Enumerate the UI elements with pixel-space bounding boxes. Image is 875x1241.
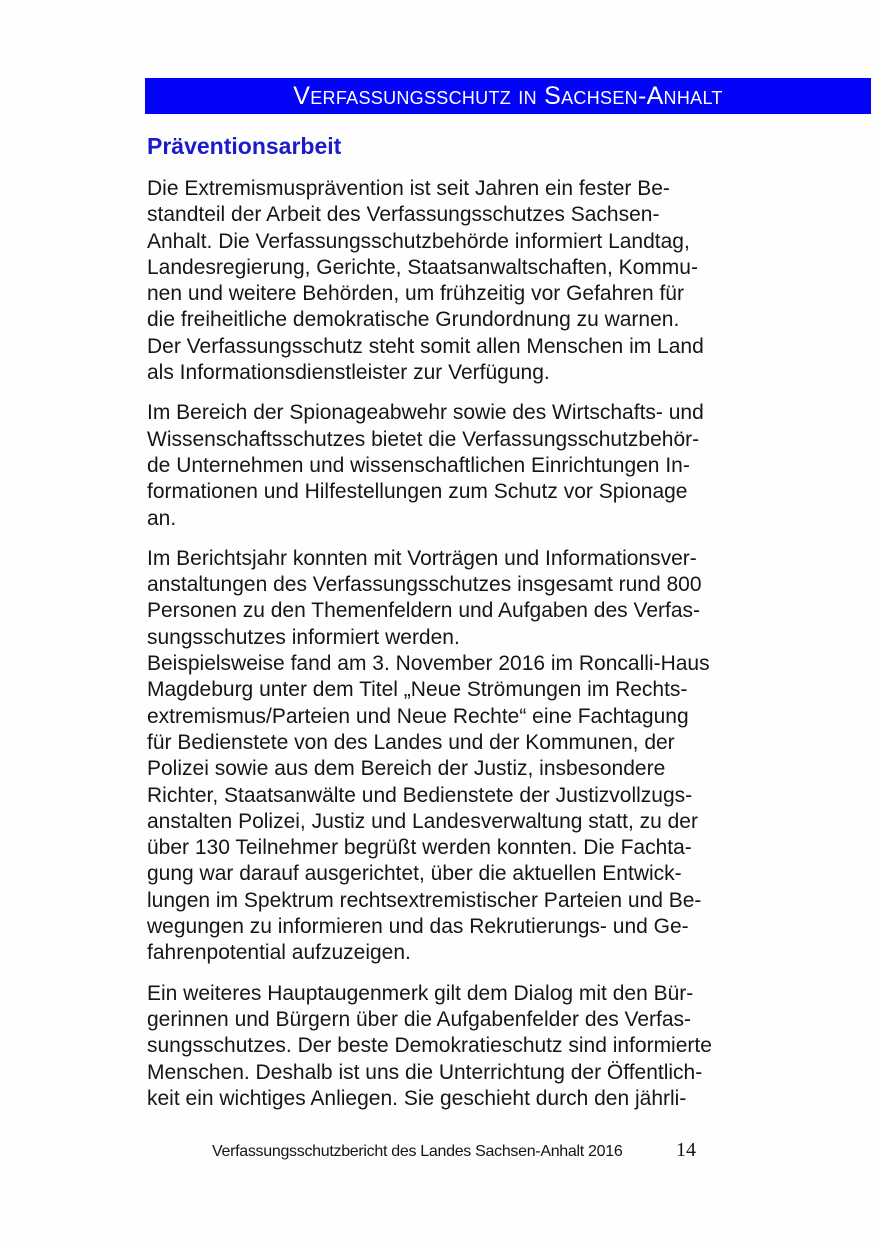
paragraph-berichtsjahr-fachtagung: Im Berichtsjahr konnten mit Vorträgen und Informationsver- anstaltungen des Verfassungsschutzes insgesamt rund 800 Personen zu den Themenfeldern und Aufgaben des Verfas- sungsschutzes informiert werden. Beispielsweise fand am 3. November 2016 im Roncalli-Haus Magdeburg unter dem Titel „Neue Strömungen im Rechts- extremismus/Parteien und Neue Rechte“ eine Fachtagung für Bedienstete von des Landes und der Kommunen, der Polizei sowie aus dem Bereich der Justiz, insbesondere Richter, Staatsanwälte und Bedienstete der Justizvollzugs- anstalten Polizei, Justiz und Landesverwaltung statt, zu der über 130 Teilnehmer begrüßt werden konnten. Die Fachta- gung war darauf ausgerichtet, über die aktuellen Entwick- lungen im Spektrum rechtsextremistischer Parteien und Be- wegungen zu informieren und das Rekrutierungs- und Ge- fahrenpotential aufzuzeigen. xyxy=(147,546,710,965)
page-header-banner xyxy=(145,78,871,114)
page-content xyxy=(147,133,775,1126)
section-heading: Präventionsarbeit xyxy=(147,133,342,159)
footer-document-title: Verfassungsschutzbericht des Landes Sachsen-Anhalt 2016 xyxy=(212,1143,623,1160)
page-footer xyxy=(0,1138,875,1166)
paragraph-spionageabwehr: Im Bereich der Spionageabwehr sowie des Wirtschafts- und Wissenschaftsschutzes bietet die Verfassungsschutzbehör- de Unternehmen und wissenschaftlichen Einrichtungen In- formationen und Hilfestellungen zum Schutz vor Spionage an. xyxy=(147,401,704,530)
page-number: 14 xyxy=(676,1139,696,1161)
banner-title: Verfassungsschutz in Sachsen-Anhalt xyxy=(293,81,723,110)
paragraph-prevention-intro: Die Extremismusprävention ist seit Jahren ein fester Be- standteil der Arbeit des Verfassungsschutzes Sachsen- Anhalt. Die Verfassungsschutzbehörde informiert Landtag, Landesregierung, Gerichte, Staatsanwaltschaften, Kommu- nen und weitere Behörden, um frühzeitig vor Gefahren für die freiheitliche demokratische Grundordnung zu warnen. Der Verfassungsschutz steht somit allen Menschen im Land als Informationsdienstleister zur Verfügung. xyxy=(147,177,704,385)
paragraph-dialog-buerger: Ein weiteres Hauptaugenmerk gilt dem Dialog mit den Bür- gerinnen und Bürgern über die Aufgabenfelder des Verfas- sungsschutzes. Der beste Demokratieschutz sind informierte Menschen. Deshalb ist uns die Unterrichtung der Öffentlich- keit ein wichtiges Anliegen. Sie geschieht durch den jährli- xyxy=(147,981,712,1110)
